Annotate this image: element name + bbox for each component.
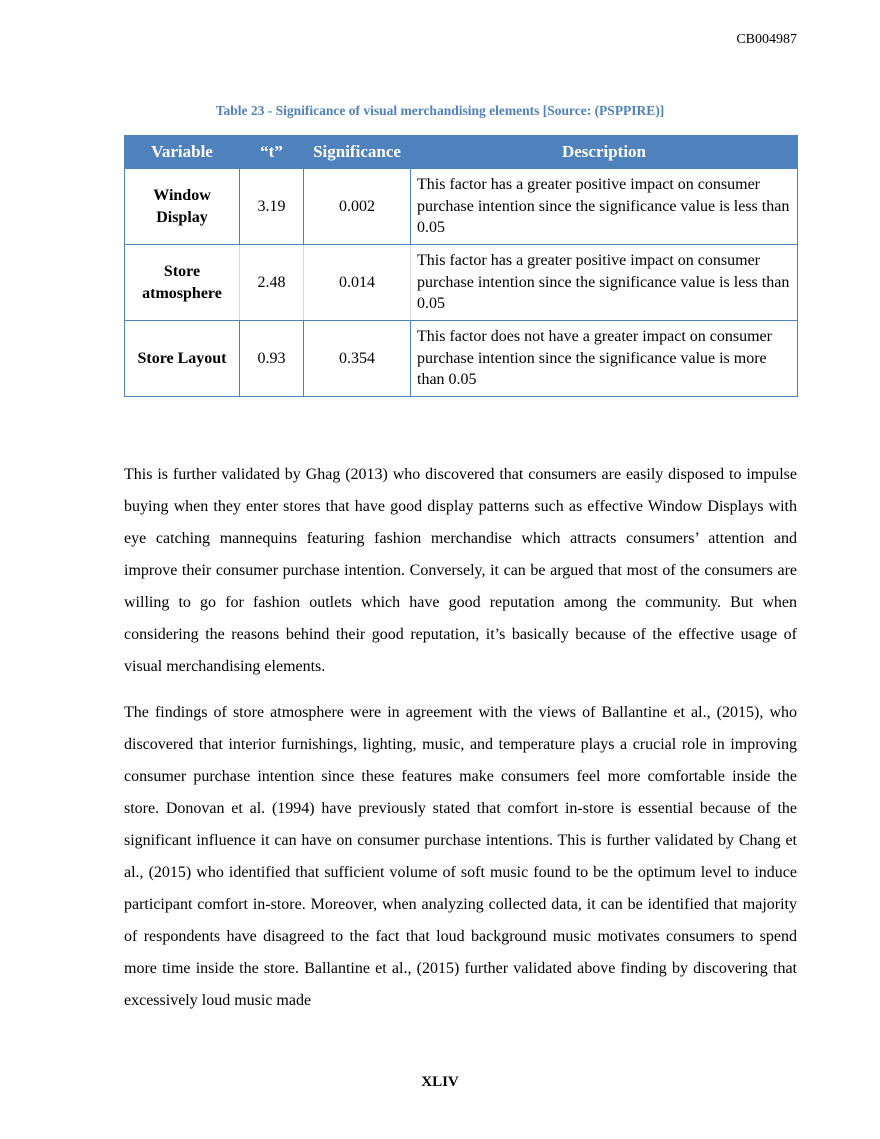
body-paragraph-2: The findings of store atmosphere were in agreement with the views of Ballantine et al., (2015), who discovered that interior furnishings, lighting, music, and temperature plays a crucial role in improving consumer purchase intention since these features make consumers feel more comfortable inside the store. Donovan et al. (1994) have previously stated that comfort in-store is essential because of the significant influence it can have on consumer purchase intentions. This is further validated by Chang et al., (2015) who identified that sufficient volume of soft music found to be the optimum level to induce participant comfort in-store. Moreover, when analyzing collected data, it can be identified that majority of respondents have disagreed to the fact that loud background music motivates consumers to spend more time inside the store. Ballantine et al., (2015) further validated above finding by discovering that excessively loud music made [124,704,797,1009]
variable-name-line1: Store Layout [137,349,227,367]
t-value-cell: 2.48 [240,245,304,321]
variable-cell [125,245,240,321]
description-cell: This factor does not have a greater impact on consumer purchase intention since the significance value is more than 0.05 [411,321,798,397]
significance-table [124,135,798,397]
table-row [125,169,798,245]
column-header-t: “t” [240,136,304,169]
document-id: CB004987 [736,32,797,47]
body-paragraph-1: This is further validated by Ghag (2013) who discovered that consumers are easily disposed to impulse buying when they enter stores that have good display patterns such as effective Window Displays with eye catching mannequins featuring fashion merchandise which attracts consumers’ attention and improve their consumer purchase intention. Conversely, it can be argued that most of the consumers are willing to go for fashion outlets which have good reputation among the community. But when considering the reasons behind their good reputation, it’s basically because of the effective usage of visual merchandising elements. [124,466,797,675]
description-cell: This factor has a greater positive impact on consumer purchase intention since the significance value is less than 0.05 [411,245,798,321]
variable-cell [125,321,240,397]
variable-name-line2: Display [156,208,208,226]
page-number: XLIV [421,1074,459,1090]
variable-name-line2: atmosphere [142,284,222,302]
t-value-cell: 0.93 [240,321,304,397]
table-caption: Table 23 - Significance of visual merchandising elements [Source: (PSPPIRE)] [215,103,665,118]
t-value-cell: 3.19 [240,169,304,245]
column-header-variable: Variable [125,136,240,169]
column-header-significance: Significance [304,136,411,169]
column-header-description: Description [411,136,798,169]
significance-cell: 0.002 [304,169,411,245]
variable-name-line1: Window [153,187,211,204]
significance-cell: 0.014 [304,245,411,321]
variable-name-line1: Store [163,263,201,280]
table-header-row [125,136,798,169]
table-row [125,321,798,397]
table-row [125,245,798,321]
description-cell: This factor has a greater positive impact on consumer purchase intention since the significance value is less than 0.05 [411,169,798,245]
significance-cell: 0.354 [304,321,411,397]
variable-cell [125,169,240,245]
